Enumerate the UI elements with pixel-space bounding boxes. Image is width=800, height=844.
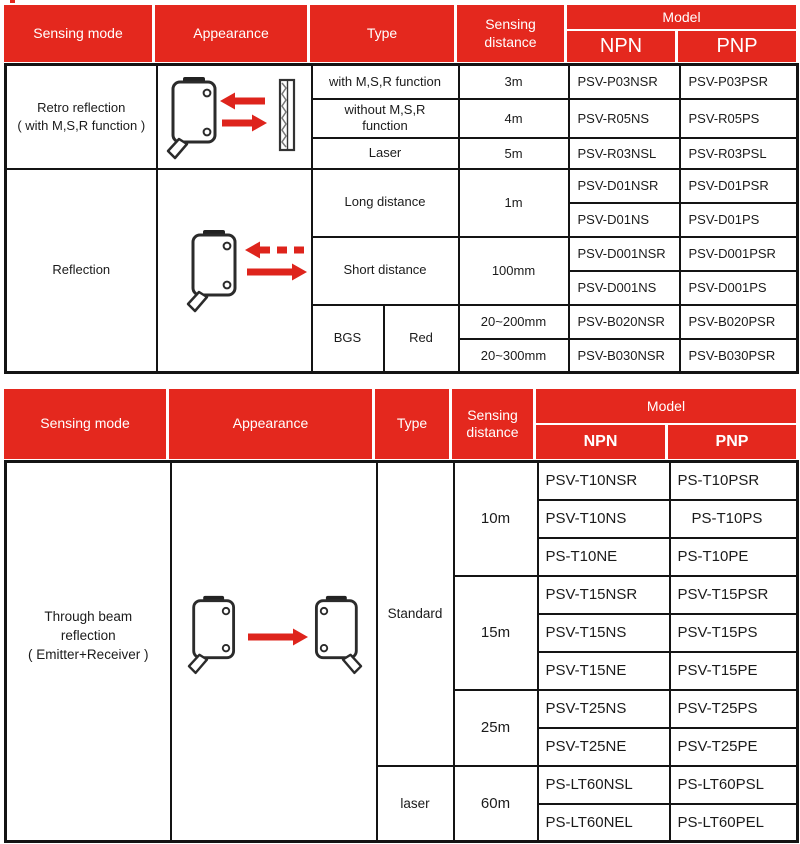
spec-row (6, 169, 798, 203)
table1-header-npn: NPN (567, 31, 678, 62)
sensor-icon (168, 77, 215, 158)
npn-model-cell: PS-LT60NSL (538, 766, 670, 804)
npn-model-cell: PS-T10NE (538, 538, 670, 576)
distance-cell: 60m (454, 766, 538, 842)
sensor-icon (188, 230, 235, 311)
distance-cell: 4m (459, 99, 569, 138)
sensing-distance-line2: distance (466, 424, 519, 440)
distance-cell: 100mm (459, 237, 569, 305)
table2-header-model-columns (536, 425, 796, 459)
mode-line1: Retro reflection (37, 99, 126, 115)
table2-header-sensing-mode: Sensing mode (4, 389, 169, 459)
type-cell: with M,S,R function (312, 65, 459, 99)
type-cell: Long distance (312, 169, 459, 237)
pnp-model-cell: PS-T10PE (670, 538, 798, 576)
appearance-cell (171, 462, 377, 842)
npn-model-cell: PSV-B030NSR (569, 339, 680, 373)
sensing-mode-cell: Reflection (6, 169, 157, 373)
dashed-arrow-left-icon (245, 242, 305, 259)
table2-header-model-group (536, 389, 796, 459)
arrow-left-icon (220, 92, 265, 109)
table1-header-sensing-distance (457, 5, 567, 62)
pnp-model-cell: PSV-T15PE (670, 652, 798, 690)
reflection-diagram (159, 210, 309, 330)
pnp-model-cell: PS-LT60PSL (670, 766, 798, 804)
pnp-model-cell: PS-T10PS (670, 500, 798, 538)
pnp-model-cell: PSV-R03PSL (680, 138, 798, 169)
npn-model-cell: PSV-R05NS (569, 99, 680, 138)
spec-row (6, 65, 798, 99)
mode-line1: Through beam (44, 609, 133, 625)
type-cell-bgs: BGS (312, 305, 384, 373)
receiver-sensor-icon (316, 595, 361, 672)
table1-header-model-columns (567, 31, 796, 62)
pnp-model-cell: PS-LT60PEL (670, 804, 798, 842)
table1-header-model-group (567, 5, 796, 62)
spec-row (6, 462, 798, 500)
pnp-model-cell: PSV-B030PSR (680, 339, 798, 373)
type-cell (312, 99, 459, 138)
pnp-model-cell: PS-T10PSR (670, 462, 798, 500)
reflector-icon (280, 80, 294, 150)
table2-body (4, 460, 799, 843)
mode-line2: ( with M,S,R function ) (17, 117, 146, 133)
table1-header-appearance: Appearance (155, 5, 310, 62)
arrow-right-icon (222, 114, 267, 131)
table1-header (4, 5, 796, 62)
pnp-model-cell: PSV-D001PS (680, 271, 798, 305)
distance-cell: 1m (459, 169, 569, 237)
sensing-mode-cell (6, 462, 171, 842)
arrow-right-icon (248, 628, 308, 645)
type-cell-red: Red (384, 305, 459, 373)
corner-mark (10, 0, 15, 3)
npn-model-cell: PSV-T25NS (538, 690, 670, 728)
pnp-model-cell: PSV-P03PSR (680, 65, 798, 99)
table2-header-pnp: PNP (715, 433, 749, 450)
pnp-model-cell: PSV-D01PS (680, 203, 798, 237)
type-cell: Laser (312, 138, 459, 169)
npn-model-cell: PSV-T25NE (538, 728, 670, 766)
distance-cell: 5m (459, 138, 569, 169)
table1-header-pnp: PNP (716, 35, 758, 57)
distance-cell: 10m (454, 462, 538, 576)
npn-model-cell: PSV-T15NS (538, 614, 670, 652)
distance-cell: 20~200mm (459, 305, 569, 339)
distance-cell: 20~300mm (459, 339, 569, 373)
table2-header-sensing-distance (452, 389, 536, 459)
arrow-right-icon (247, 264, 307, 281)
type-cell: Standard (377, 462, 454, 766)
npn-model-cell: PSV-D001NS (569, 271, 680, 305)
npn-model-cell: PSV-T15NSR (538, 576, 670, 614)
npn-model-cell: PSV-D001NSR (569, 237, 680, 271)
npn-model-cell: PS-LT60NEL (538, 804, 670, 842)
table1-header-model: Model (567, 5, 796, 31)
retro-reflection-diagram (163, 71, 305, 163)
table1-retro-reflection (4, 5, 796, 374)
table1-body (4, 63, 799, 374)
pnp-model-cell: PSV-R05PS (680, 99, 798, 138)
npn-model-cell: PSV-T15NE (538, 652, 670, 690)
table2-header-type: Type (375, 389, 452, 459)
mode-line2: reflection (60, 628, 116, 644)
npn-model-cell: PSV-P03NSR (569, 65, 680, 99)
npn-model-cell: PSV-D01NS (569, 203, 680, 237)
sensing-mode-cell (6, 65, 157, 169)
sensing-distance-line2: distance (484, 33, 537, 50)
pnp-model-cell: PSV-T15PS (670, 614, 798, 652)
npn-model-cell: PSV-B020NSR (569, 305, 680, 339)
table2-header-npn: NPN (536, 425, 668, 459)
npn-model-cell: PSV-D01NSR (569, 169, 680, 203)
distance-cell: 25m (454, 690, 538, 766)
distance-cell: 3m (459, 65, 569, 99)
table2-header-appearance: Appearance (169, 389, 375, 459)
type-line2: function (362, 118, 408, 133)
sensing-distance-line1: Sensing (467, 406, 518, 423)
npn-model-cell: PSV-T10NSR (538, 462, 670, 500)
type-line1: without M,S,R (344, 101, 426, 117)
through-beam-diagram (178, 582, 370, 692)
pnp-model-cell: PSV-T15PSR (670, 576, 798, 614)
emitter-sensor-icon (188, 595, 233, 672)
mode-line3: ( Emitter+Receiver ) (28, 646, 149, 662)
table1-header-type: Type (310, 5, 457, 62)
sensing-distance-line1: Sensing (485, 16, 536, 32)
table2-header (4, 389, 796, 459)
pnp-model-cell: PSV-B020PSR (680, 305, 798, 339)
npn-model-cell: PSV-R03NSL (569, 138, 680, 169)
table1-header-sensing-mode: Sensing mode (4, 5, 155, 62)
pnp-model-cell: PSV-T25PE (670, 728, 798, 766)
distance-cell: 15m (454, 576, 538, 690)
appearance-cell (157, 169, 312, 373)
npn-model-cell: PSV-T10NS (538, 500, 670, 538)
pnp-model-cell: PSV-D001PSR (680, 237, 798, 271)
pnp-model-cell: PSV-D01PSR (680, 169, 798, 203)
type-cell: laser (377, 766, 454, 842)
table2-header-model: Model (536, 389, 796, 425)
pnp-model-cell: PSV-T25PS (670, 690, 798, 728)
type-cell: Short distance (312, 237, 459, 305)
table2-through-beam (4, 389, 796, 843)
appearance-cell (157, 65, 312, 169)
